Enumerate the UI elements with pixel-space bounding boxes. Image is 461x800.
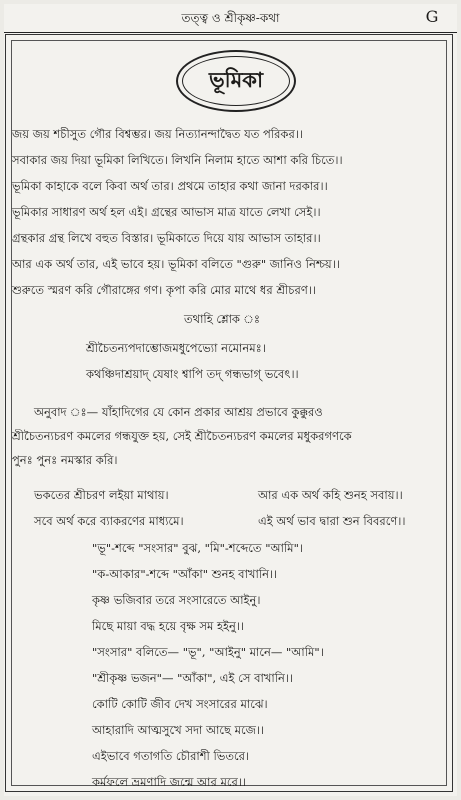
intro-line: ভূমিকার সাধারণ অর্থ হল এই। গ্রন্থের আভাস মাত্র যাতে লেখা সেই।। [12, 205, 321, 219]
verse-line: এইভাবে গতাগতি চৌরাশী ভিতরে। [92, 749, 250, 763]
verse-first-half: ভকতের শ্রীচরণ লইয়া মাথায়। [34, 488, 169, 502]
verse-second-half: এই অর্থ ভাব দ্বারা শুন বিবরণে।। [258, 514, 406, 528]
section-title: ভূমিকা [208, 67, 264, 92]
intro-line: আর এক অর্থ তার, এই ভাবে হয়। ভূমিকা বলিতে "গুরু" জানিও নিশ্চয়।। [12, 257, 340, 271]
sloka-heading: তথাহি শ্লোক ঃ [184, 312, 261, 326]
verse-first-half: সবে অর্থ করে ব্যাকরণের মাধ্যমে। [34, 514, 184, 528]
translation-line: অনুবাদ ঃ— যাঁহাদিগের যে কোন প্রকার আশ্রয় প্রভাবে কুক্কুরও [34, 405, 323, 419]
verse-line: কৃষ্ণ ভজিবার তরে সংসারেতে আইনু। [92, 593, 261, 607]
verse-line: "ক-আকার"-শব্দে "আঁকা" শুনহ বাখানি।। [92, 567, 278, 581]
verse-line: "ভূ"-শব্দে "সংসার" বুঝ, "মি"-শব্দেতে "আমি"। [92, 541, 303, 555]
intro-line: ভূমিকা কাহাকে বলে কিবা অর্থ তার। প্রথমে তাহার কথা জানা দরকার।। [12, 179, 328, 193]
verse-line: কোটি কোটি জীব দেখ সংসারের মাঝে। [92, 697, 268, 711]
intro-line: সবাকার জয় দিয়া ভূমিকা লিখিতে। লিখনি নিলাম হাতে আশা করি চিতে।। [12, 153, 343, 167]
verse-second-half: আর এক অর্থ কহি শুনহ সবায়।। [258, 488, 403, 502]
sloka-line: কথঞ্চিদাশ্রয়াদ্ যেষাং শ্বাপি তদ্ গন্ধভাগ্ ভবেৎ।। [86, 367, 299, 381]
verse-line: "সংসার" বলিতে— "ভূ", "আইনু" মানে— "আমি"। [92, 645, 324, 659]
intro-line: জয় জয় শচীসুত গৌর বিশ্বম্ভর। জয় নিত্যানন্দাদ্বৈত যত পরিকর।। [12, 127, 304, 141]
verse-line: মিছে মায়া বদ্ধ হয়ে বৃক্ষ সম হইনু।। [92, 619, 245, 633]
verse-line: কর্মফলে ভ্রমণাদি জন্মে আর মরে।। [92, 775, 247, 789]
verse-line: আহারাদি আত্মসুখে সদা আছে মজে।। [92, 723, 265, 737]
translation-line: পুনঃ পুনঃ নমস্কার করি। [12, 453, 118, 467]
running-header [4, 4, 457, 33]
intro-line: গ্রন্থকার গ্রন্থ লিখে বহুত বিস্তার। ভূমিকাতে দিয়ে যায় আভাস তাহার।। [12, 231, 321, 245]
page-marker: G [425, 7, 439, 26]
header-title: তত্ত্ব ও শ্রীকৃষ্ণ-কথা [181, 11, 280, 25]
verse-line: "শ্রীকৃষ্ণ ভজন"— "আঁকা", এই সে বাখানি।। [92, 671, 294, 685]
book-page [4, 4, 457, 796]
intro-line: শুরুতে স্মরণ করি গৌরাঙ্গের গণ। কৃপা করি মোর মাথে ধর শ্রীচরণ।। [12, 283, 317, 297]
section-title-ornament [176, 50, 296, 112]
translation-line: শ্রীচৈতন্যচরণ কমলের গন্ধযুক্ত হয়, সেই শ্রীচৈতন্যচরণ কমলের মধুকরগণকে [12, 429, 352, 443]
sloka-line: শ্রীচৈতন্যপদাম্ভোজমধুপেভ্যো নমোনমঃ। [86, 341, 266, 355]
